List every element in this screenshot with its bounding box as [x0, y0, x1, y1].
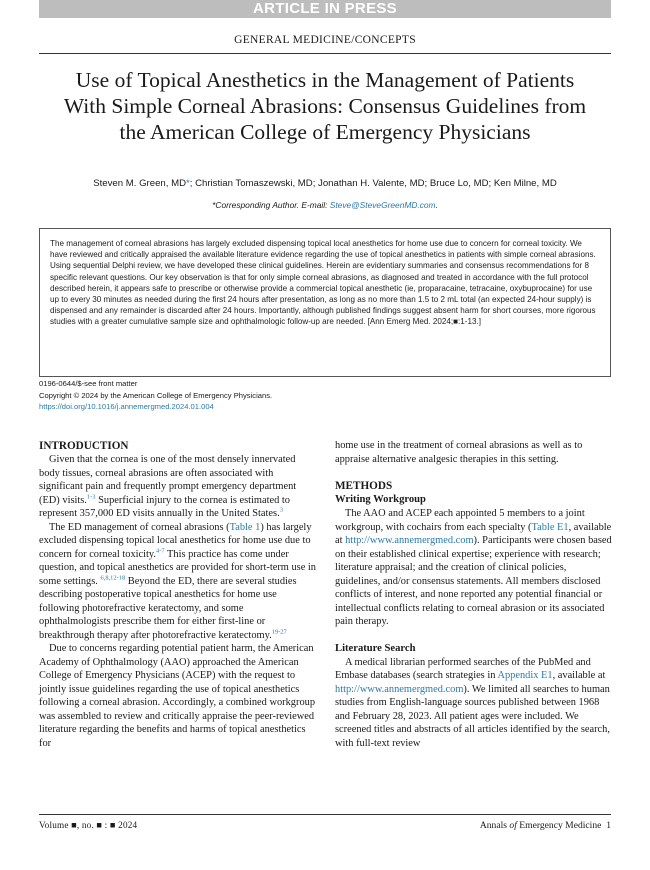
methods-p2-text-b: , available at: [552, 670, 606, 681]
intro-paragraph-1: [39, 453, 317, 521]
writing-workgroup-heading: Writing Workgroup: [335, 494, 426, 505]
page-number: 1: [606, 820, 611, 831]
journal-name-of: of: [509, 820, 517, 831]
intro-paragraph-3-continued: home use in the treatment of corneal abrasions as well as to appraise alternative analgesic therapies in this setting.: [335, 440, 583, 465]
spacer: [335, 629, 613, 642]
corresponding-marker[interactable]: *: [186, 178, 190, 189]
intro-p2-text-d: Beyond the ED, there are several studies describing postoperative topical anesthetics for home use following photorefractive keratectomy, and some ophthalmologists prescribe them for either first-line or breakthrough therapy after photorefractive keratectomy.: [39, 575, 297, 641]
citation-ref[interactable]: 1-3: [86, 493, 96, 501]
intro-p1-text-b: Superficial injury to the cornea is estimated to represent 357,000 ED visits annually in the United States.: [39, 494, 290, 519]
abstract-box: The management of corneal abrasions has largely excluded dispensing topical local anesthetics for home use due to concern for corneal toxicity. We have reviewed and critically appraised the available literature evidence regarding the use of topical anesthetics in patients with simple corneal abrasions. Using sequential Delphi review, we have developed these clinical guidelines. Herein are evidentiary summaries and consensus recommendations for 8 specific relevant questions. Our key observation is that for only simple corneal abrasions, as diagnosed and treated in accordance with the full protocol described herein, it appears safe to prescribe or otherwise provide a commercial topical anesthetic (ie, proparacaine, tetracaine, oxybuprocaine) for use up to every 30 minutes as needed during the first 24 hours after presentation, as long as no more than 1.5 to 2 mL total (an expected 24-hour supply) is dispensed and any remainder is discarded after 24 hours. Importantly, although published findings suggest absent harm for short courses, more rigorous studies with a greater cumulative sample size and ophthalmologic follow-up are needed. [Ann Emerg Med. 2024;■:1-13.]: [39, 228, 611, 377]
table-e1-link[interactable]: Table E1: [531, 521, 569, 533]
doi-link[interactable]: https://doi.org/10.1016/j.annemergmed.2024.01.004: [39, 402, 214, 411]
email-link[interactable]: Steve@SteveGreenMD.com: [329, 200, 436, 210]
intro-p1-text-a: Given that the cornea is one of the most densely innervated body tissues, corneal abrasions are often associated with significant pain and frequently prompt emergency department (ED) visits.: [39, 454, 297, 506]
section-label: GENERAL MEDICINE/CONCEPTS: [234, 34, 416, 46]
spacer: [335, 466, 613, 479]
introduction-heading: INTRODUCTION: [39, 440, 129, 452]
left-column: [39, 439, 317, 750]
methods-paragraph-2: [335, 656, 613, 751]
methods-heading: METHODS: [335, 480, 393, 492]
corresponding-asterisk: *: [212, 200, 216, 210]
volume-info: Volume ■, no. ■ : ■ 2024: [39, 820, 138, 830]
methods-p2-text-a: A medical librarian performed searches of the PubMed and Embase databases (search strategies in: [335, 656, 591, 681]
footer-rule: [39, 814, 611, 815]
citation-ref[interactable]: 6,8,12-18: [100, 574, 126, 582]
corresponding-author-note: [39, 200, 611, 210]
header-rule: [39, 53, 611, 54]
citation-ref[interactable]: 3: [279, 506, 283, 514]
intro-p2-text-c: This practice has come under question, and topical anesthetics are provided for short-term use in some settings.: [39, 548, 317, 587]
intro-p2-text-b: ) has largely excluded dispensing topical local anesthetics for home use due to concern for corneal toxicity.: [39, 521, 312, 560]
journal-footer: [480, 820, 611, 831]
table-1-link[interactable]: Table 1: [229, 521, 261, 533]
journal-name-pre: Annals: [479, 820, 510, 831]
methods-p2-text-c: ). We limited all searches to human studies from English-language sources published between 1968 and February 28, 2023. All patient ages were included. We screened titles and abstracts of all articles identified by the search, with full-text review: [335, 683, 610, 749]
front-matter: [39, 378, 389, 413]
journal-url-link[interactable]: http://www.annemergmed.com: [345, 535, 474, 546]
methods-p1-text-a: The AAO and ACEP each appointed 5 members to a joint workgroup, with cochairs from each specialty (: [335, 508, 585, 533]
methods-paragraph-1: [335, 507, 613, 629]
copyright-line: Copyright © 2024 by the American College of Emergency Physicians.: [39, 390, 273, 400]
citation-ref[interactable]: 19-27: [271, 628, 287, 636]
author-rest: ; Christian Tomaszewski, MD; Jonathan H. Valente, MD; Bruce Lo, MD; Ken Milne, MD: [189, 178, 557, 189]
issn-line: 0196-0644/$-see front matter: [39, 379, 138, 388]
appendix-e1-link[interactable]: Appendix E1: [497, 670, 553, 681]
journal-url-link[interactable]: http://www.annemergmed.com: [335, 683, 464, 695]
author-first: Steven M. Green, MD: [93, 178, 187, 189]
article-in-press-banner: ARTICLE IN PRESS: [39, 0, 611, 18]
intro-paragraph-2: [39, 521, 317, 643]
journal-name-post: Emergency Medicine: [516, 820, 602, 831]
methods-p1-text-c: ). Participants were chosen based on their established clinical expertise; experience with research; literature appraisal; and the creation of clinical policies, guidelines, and/or consensus statements. All members disclosed conflicts of interest, and none reported any potential financial or intellectual conflicts relating to corneal abrasion or its associated pain therapy.: [335, 535, 612, 627]
intro-p2-text-a: The ED management of corneal abrasions (: [49, 521, 230, 533]
literature-search-heading: Literature Search: [335, 642, 416, 654]
article-title: Use of Topical Anesthetics in the Management of Patients With Simple Corneal Abrasions: Consensus Guidelines from the American College of Emergency Physicians: [63, 68, 587, 144]
corresponding-end: .: [435, 200, 438, 210]
citation-ref[interactable]: 4-7: [156, 547, 165, 555]
right-column: [335, 439, 613, 750]
methods-p1-text-b: , available at: [335, 521, 612, 546]
intro-paragraph-3: Due to concerns regarding potential patient harm, the American Academy of Ophthalmology (AAO) approached the American College of Emergency Physicians (ACEP) with the request to jointly issue guidelines regarding the use of topical anesthetics following a corneal abrasion. Accordingly, a combined workgroup was assembled to review and critically appraise the peer-reviewed literature regarding the benefits and harms of topical anesthetics for: [39, 643, 316, 749]
corresponding-label: Corresponding Author. E-mail:: [215, 200, 330, 210]
author-list: [39, 178, 611, 189]
